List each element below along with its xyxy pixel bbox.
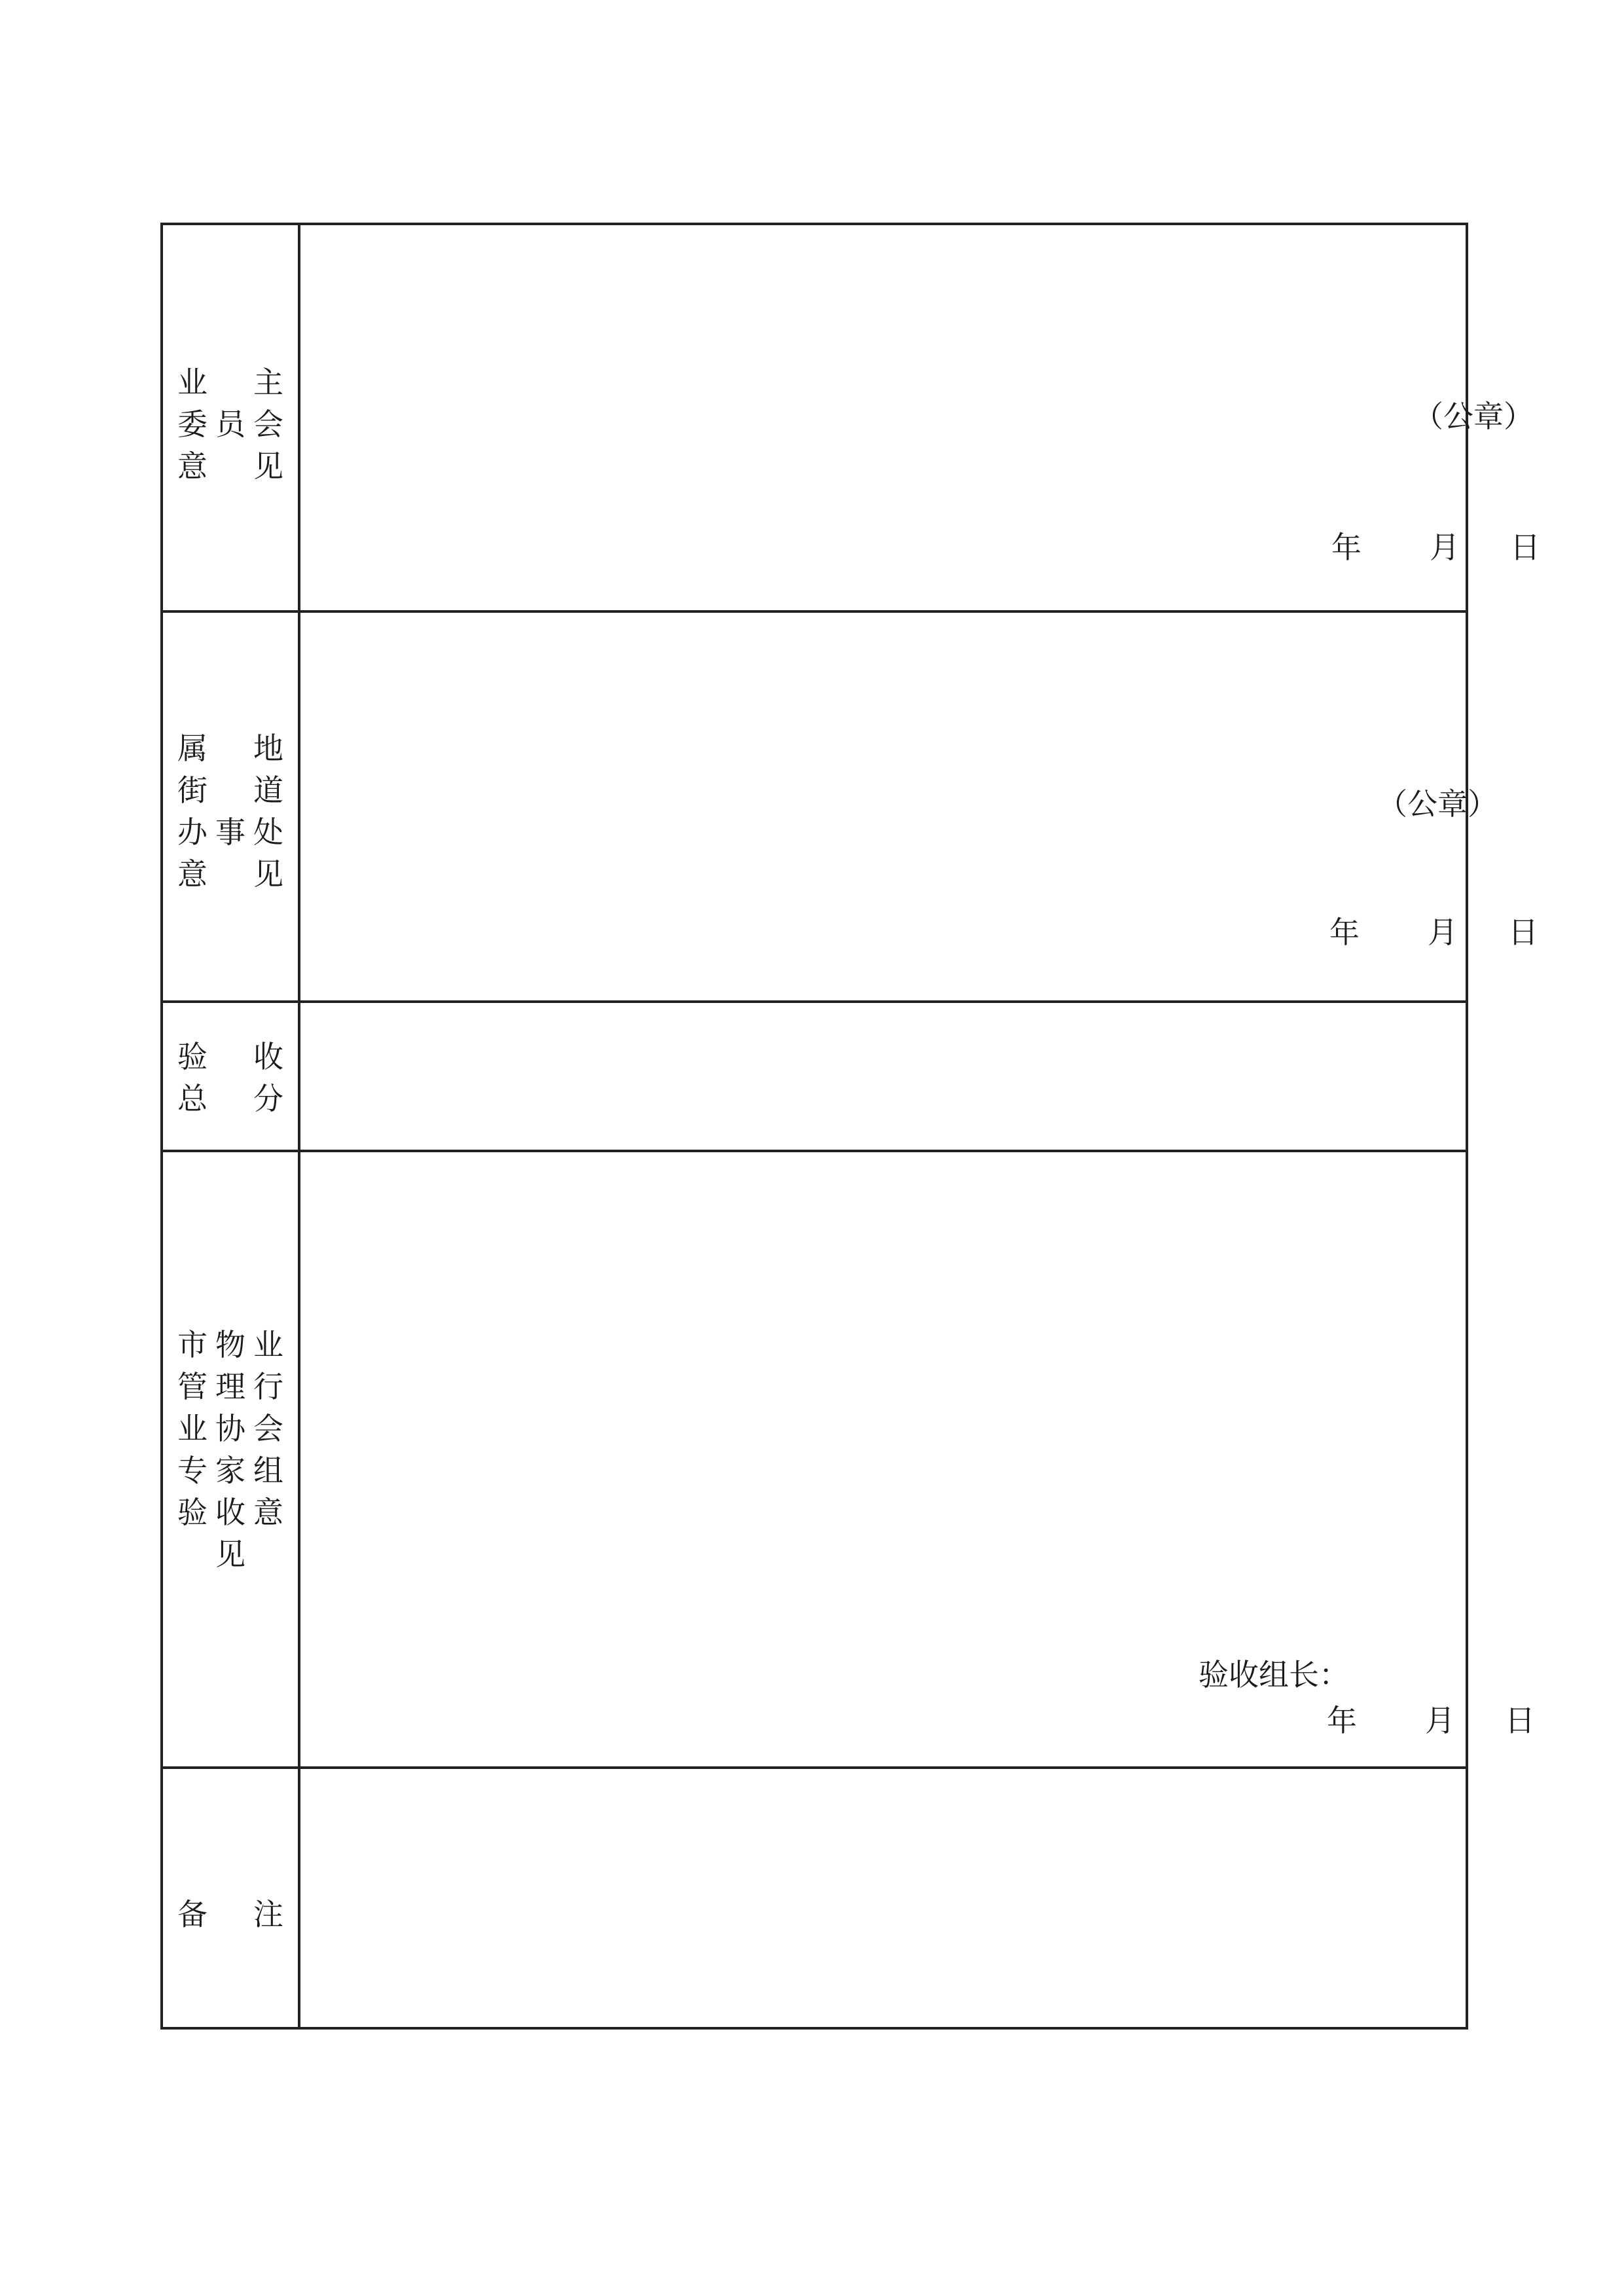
- label-char: 协: [215, 1411, 245, 1446]
- date-month: 月: [1430, 530, 1460, 565]
- label-line: [177, 1324, 283, 1366]
- label-owners-committee-opinion: [163, 225, 300, 610]
- label-char: 组: [253, 1453, 283, 1488]
- label-char: 业: [177, 1411, 208, 1446]
- label-char: 见: [253, 856, 283, 892]
- row-expert-group-opinion: [163, 1152, 1535, 1769]
- seal-placeholder: （公章）: [1377, 786, 1498, 822]
- label-char: 街: [177, 773, 208, 808]
- label-char: 会: [253, 407, 283, 442]
- label-char: 委: [177, 407, 208, 442]
- label-char: 见: [215, 1537, 245, 1572]
- label-char: 管: [177, 1369, 208, 1404]
- label-char: 业: [177, 365, 208, 400]
- date-month: 月: [1428, 915, 1458, 950]
- label-char: 收: [215, 1495, 245, 1530]
- total-score-field[interactable]: [300, 1003, 1466, 1150]
- date-day: 日: [1505, 1703, 1535, 1738]
- label-line: [177, 403, 283, 445]
- row-remarks: [163, 1769, 1466, 2027]
- label-char: 验: [177, 1039, 208, 1074]
- label-line: [177, 1408, 283, 1449]
- group-leader-signature-label: 验收组长：: [1199, 1657, 1349, 1692]
- label-char: 理: [215, 1369, 245, 1404]
- label-char: 地: [253, 731, 283, 766]
- label-line: [177, 1449, 283, 1491]
- label-char: 会: [253, 1411, 283, 1446]
- label-char: 市: [177, 1327, 208, 1362]
- date-day: 日: [1508, 915, 1538, 950]
- label-line: [177, 1533, 283, 1575]
- label-char: 验: [177, 1495, 208, 1530]
- label-char: 家: [215, 1453, 245, 1488]
- seal-placeholder: （公章）: [1413, 399, 1534, 434]
- label-line: [177, 1893, 283, 1935]
- label-total-score: [163, 1003, 300, 1150]
- label-char: 意: [253, 1495, 283, 1530]
- label-char: 物: [215, 1327, 245, 1362]
- label-char: 分: [253, 1081, 283, 1116]
- label-char: 注: [253, 1897, 283, 1932]
- label-line: [177, 1036, 283, 1078]
- label-street-office-opinion: [163, 613, 300, 1000]
- acceptance-form-table: [160, 223, 1540, 2030]
- label-line: [177, 727, 283, 769]
- label-line: [177, 1366, 283, 1408]
- date-month: 月: [1425, 1703, 1455, 1738]
- remarks-field[interactable]: [300, 1769, 1466, 2027]
- label-char: 专: [177, 1453, 208, 1488]
- label-char: 收: [253, 1039, 283, 1074]
- label-expert-group-opinion: [163, 1152, 300, 1766]
- date-year: 年: [1331, 530, 1362, 565]
- label-char: 行: [253, 1369, 283, 1404]
- label-line: [177, 1078, 283, 1120]
- label-char: 意: [177, 448, 208, 484]
- label-char: 业: [253, 1327, 283, 1362]
- label-char: 处: [253, 814, 283, 850]
- date-year: 年: [1329, 915, 1360, 950]
- label-char: 总: [177, 1081, 208, 1116]
- label-char: 见: [253, 448, 283, 484]
- row-street-office-opinion: [163, 613, 1538, 1003]
- expert-group-opinion-field[interactable]: [300, 1152, 1535, 1766]
- owners-committee-opinion-field[interactable]: [300, 225, 1540, 610]
- label-char: 事: [215, 814, 245, 850]
- label-char: 意: [177, 856, 208, 892]
- label-char: 办: [177, 814, 208, 850]
- label-char: 主: [253, 365, 283, 400]
- label-line: [177, 445, 283, 487]
- label-char: 道: [253, 773, 283, 808]
- label-line: [177, 811, 283, 853]
- label-char: 员: [215, 407, 245, 442]
- label-line: [177, 853, 283, 895]
- label-char: 属: [177, 731, 208, 766]
- row-owners-committee-opinion: [163, 225, 1540, 613]
- label-remarks: [163, 1769, 300, 2027]
- row-total-score: [163, 1003, 1466, 1152]
- street-office-opinion-field[interactable]: [300, 613, 1538, 1000]
- date-day: 日: [1510, 530, 1540, 565]
- label-line: [177, 361, 283, 403]
- label-char: 备: [177, 1897, 208, 1932]
- label-line: [177, 769, 283, 811]
- label-line: [177, 1491, 283, 1533]
- date-year: 年: [1327, 1703, 1357, 1738]
